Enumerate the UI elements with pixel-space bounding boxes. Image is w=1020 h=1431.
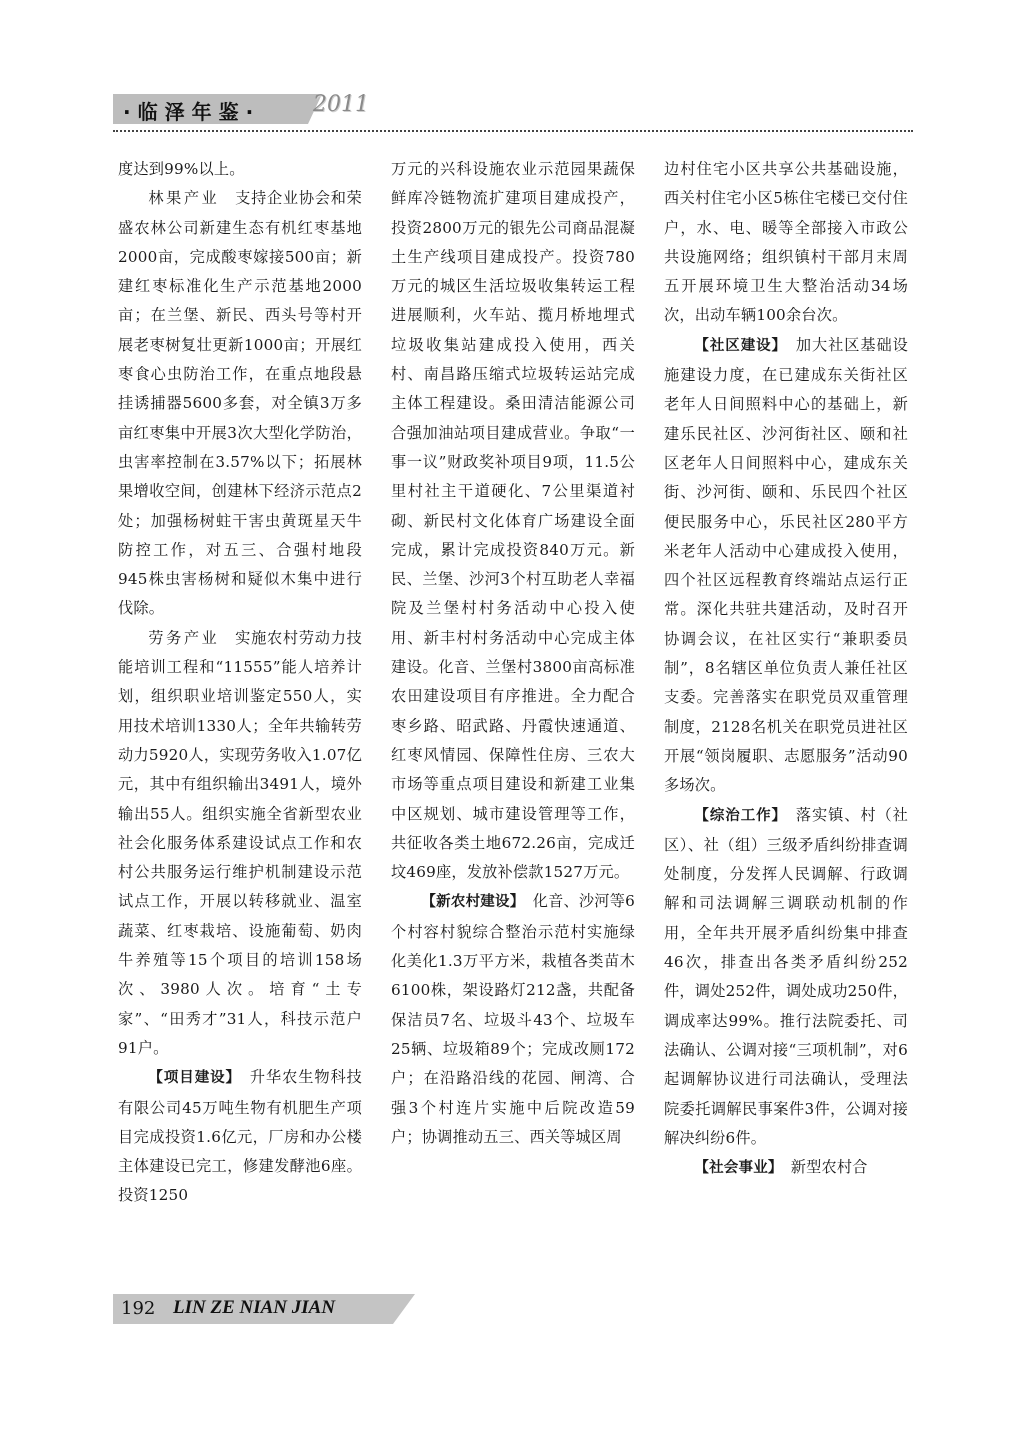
text-column-1: [118, 155, 362, 1211]
paragraph: [664, 801, 908, 1154]
section-heading: 【社会事业】: [694, 1160, 776, 1177]
footer-band-tip: [393, 1294, 415, 1324]
paragraph-text: 度达到99%以上。: [118, 160, 245, 178]
paragraph-text: 实施农村劳动力技能培训工程和“11555”能人培养计划，组织职业培训鉴定550人，实用技术培训1330人；全年共输转劳动力5920人，实现劳务收入1.07亿元，其中有组织输出3491人，境外输出55人。组织实施全省新型农业社会化服务体系建设试点工作和农村公共服务运行维护机制建设示范试点工作，开展以转移就业、温室蔬菜、红枣栽培、设施葡萄、奶肉牛养殖等15个项目的培训158场次、3980人次。培育“土专家”、“田秀才”31人，科技示范户91户。: [118, 628, 362, 1057]
paragraph: [664, 155, 908, 331]
paragraph-text: 支持企业协会和荣盛农林公司新建生态有机红枣基地2000亩，完成酸枣嫁接500亩；新建红枣标准化生产示范基地2000亩；在兰堡、新民、西头号等村开展老枣树复壮更新1000亩；开展红枣食心虫防治工作，在重点地段悬挂诱捕器5600多套，对全镇3万多亩红枣集中开展3次大型化学防治，虫害率控制在3.57%以下；拓展林果增收空间，创建林下经济示范点2处；加强杨树蛀干害虫黄斑星天牛防控工作，对五三、合强村地段945株虫害杨树和疑似木集中进行伐除。: [118, 189, 362, 618]
paragraph: [118, 1063, 362, 1210]
paragraph-text: 加大社区基础设施建设力度，在已建成东关街社区老年人日间照料中心的基础上，新建乐民社区、沙河街社区、颐和社区老年人日间照料中心，建成东关街、沙河街、颐和、乐民四个社区便民服务中心，乐民社区280平方米老年人活动中心建成投入使用，四个社区远程教育终端站点运行正常。深化共驻共建活动，及时召开协调会议，在社区实行“兼职委员制”，8名辖区单位负责人兼任社区支委。完善落实在职党员双重管理制度，2128名机关在职党员进社区开展“领岗履职、志愿服务”活动90多场次。: [664, 335, 908, 795]
paragraph: [664, 1153, 908, 1183]
paragraph-text: 升华农生物科技有限公司45万吨生物有机肥生产项目完成投资1.6亿元，厂房和办公楼主体建设已完工，修建发酵池6座。投资1250: [118, 1068, 362, 1205]
section-term: 劳务产业: [148, 628, 220, 647]
paragraph-text: 落实镇、村（社区）、社（组）三级矛盾纠纷排查调处制度，分发挥人民调解、行政调解和司法调解三调联动机制的作用，全年共开展矛盾纠纷集中排查46次，排查出各类矛盾纠纷252件，调处252件，调处成功250件，调成率达99%。推行法院委托、司法确认、公调对接“三项机制”，对6起调解协议进行司法确认，受理法院委托调解民事案件3件，公调对接解决纠纷6件。: [664, 805, 908, 1147]
paragraph: [391, 887, 635, 1152]
paragraph: [118, 624, 362, 1063]
section-heading: 【综治工作】: [694, 807, 780, 824]
paragraph-text: 新型农村合: [775, 1158, 868, 1177]
section-heading: 【社区建设】: [694, 337, 780, 354]
paragraph: [391, 155, 635, 887]
paragraph-text: 边村住宅小区共享公共基础设施，西关村住宅小区5栋住宅楼已交付住户，水、电、暖等全部接入市政公共设施网络；组织镇村干部月末周五开展环境卫生大整治活动34场次，出动车辆100余台次。: [664, 160, 908, 325]
paragraph: [118, 184, 362, 623]
paragraph: [664, 331, 908, 801]
page-number: 192: [121, 1298, 156, 1319]
yearbook-year: 2011: [313, 92, 369, 117]
text-column-3: [664, 155, 908, 1183]
text-column-2: [391, 155, 635, 1152]
section-term: 林果产业: [148, 189, 220, 208]
paragraph-text: 化音、沙河等6个村容村貌综合整治示范村实施绿化美化1.3万平方米，栽植各类苗木6100株，架设路灯212盏，共配备保洁员7名、垃圾斗43个、垃圾车25辆、垃圾箱89个；完成改厕172户；在沿路沿线的花园、闸湾、合强3个村连片实施中后院改造59户；协调推动五三、西关等城区周: [391, 892, 635, 1146]
paragraph-text: 万元的兴科设施农业示范园果蔬保鲜库冷链物流扩建项目建成投产，投资2800万元的银先公司商品混凝土生产线项目建成投产。投资780万元的城区生活垃圾收集转运工程进展顺利，火车站、揽月桥地埋式垃圾收集站建成投入使用，西关村、南昌路压缩式垃圾转运站完成主体工程建设。桑田清洁能源公司合强加油站项目建成营业。争取“一事一议”财政奖补项目9项，11.5公里村社主干道硬化、7公里渠道衬砌、新民村文化体育广场建设全面完成，累计完成投资840万元。新民、兰堡、沙河3个村互助老人幸福院及兰堡村村务活动中心投入使用、新丰村村务活动中心完成主体建设。化音、兰堡村3800亩高标准农田建设项目有序推进。全力配合枣乡路、昭武路、丹霞快速通道、红枣风情园、保障性住房、三农大市场等重点项目建设和新建工业集中区规划、城市建设管理等工作，共征收各类土地672.26亩，完成迁坟469座，发放补偿款1527万元。: [391, 160, 635, 882]
page-footer: [113, 1294, 433, 1324]
paragraph: [118, 155, 362, 184]
journal-name: LIN ZE NIAN JIAN: [173, 1297, 336, 1318]
section-heading: 【项目建设】: [148, 1070, 234, 1087]
page-header: [113, 92, 913, 132]
header-divider: [113, 130, 913, 132]
section-heading: 【新农村建设】: [421, 894, 518, 911]
yearbook-title: ·临泽年鉴·: [123, 100, 261, 124]
